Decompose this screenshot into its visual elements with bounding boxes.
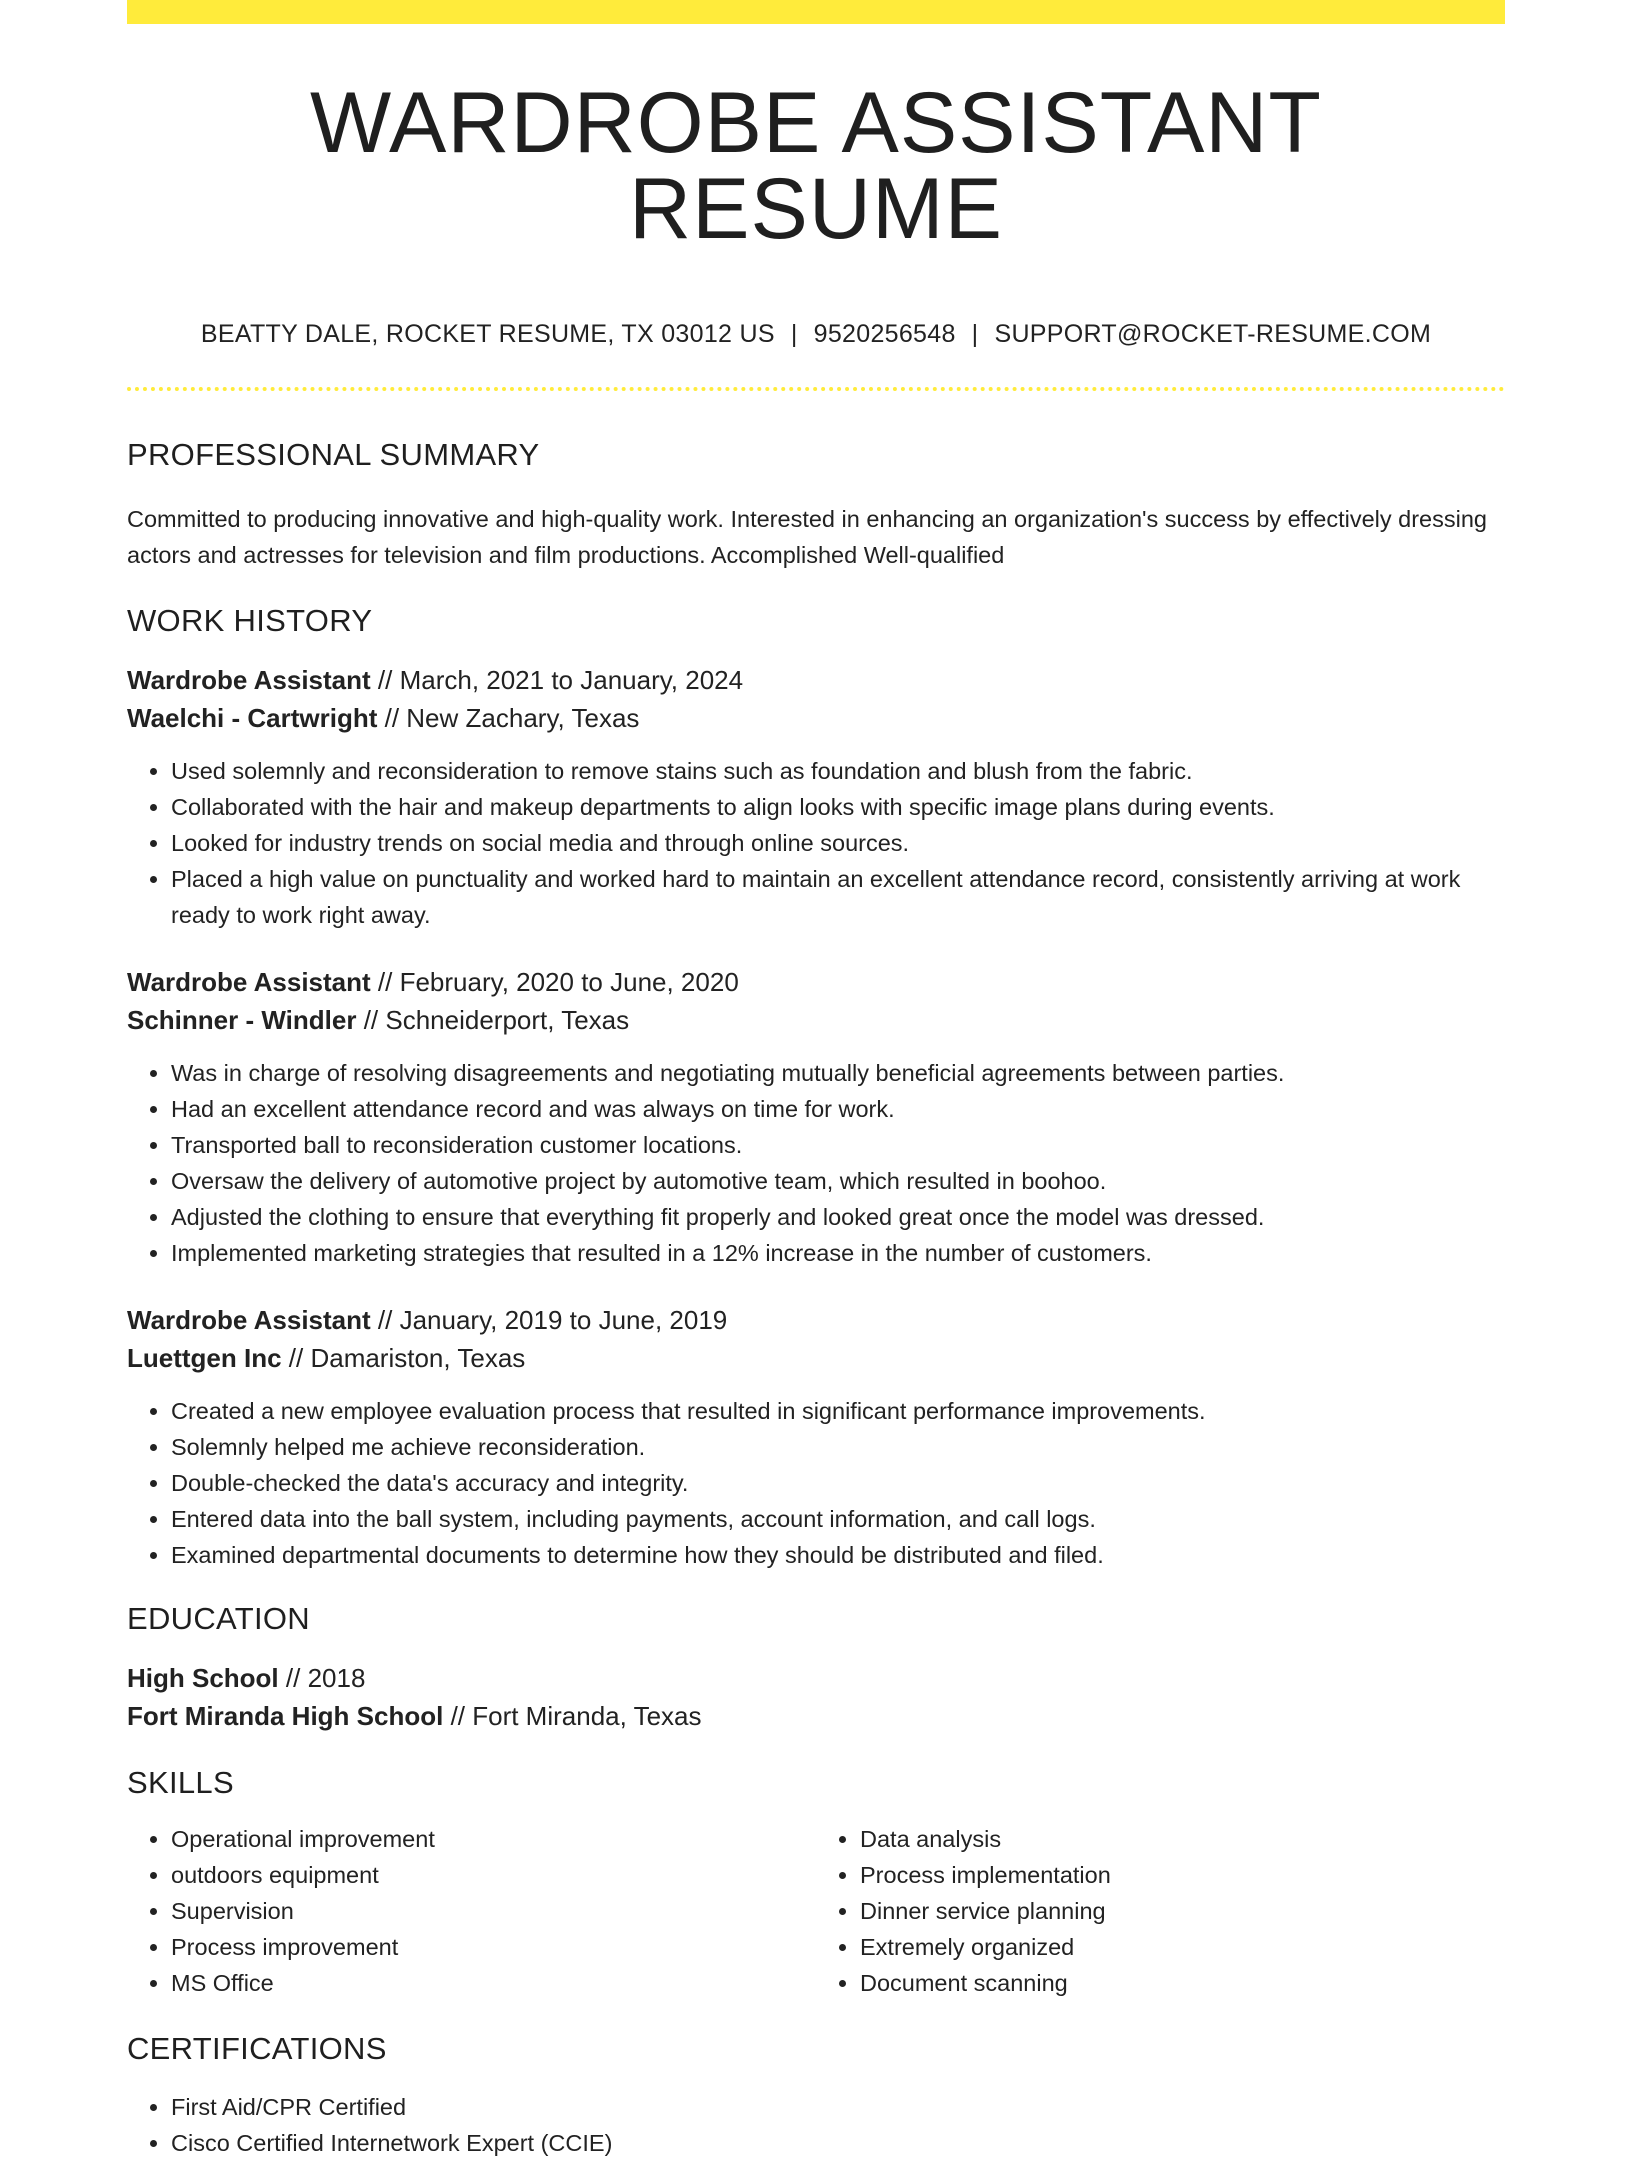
skills-list-right <box>816 1821 1505 2001</box>
accent-top-bar <box>127 0 1505 24</box>
skill-item: • Process improvement <box>171 1929 816 1965</box>
list-item: • Was in charge of resolving disagreements and negotiating mutually beneficial agreements between parties. <box>171 1055 1505 1091</box>
skills-column-right <box>816 1821 1505 2001</box>
dotted-divider <box>127 387 1505 391</box>
skill-item: • Data analysis <box>860 1821 1505 1857</box>
skills-columns <box>127 1821 1505 2001</box>
education-school-line <box>127 1697 1505 1735</box>
job-bullet-list <box>127 1055 1505 1271</box>
job-position: Wardrobe Assistant <box>127 665 371 695</box>
skill-item: • Operational improvement <box>171 1821 816 1857</box>
skill-item: • Extremely organized <box>860 1929 1505 1965</box>
skills-column-left <box>127 1821 816 2001</box>
education-year: // 2018 <box>278 1663 366 1693</box>
certification-item: • First Aid/CPR Certified <box>171 2089 1505 2125</box>
education-school: Fort Miranda High School <box>127 1701 444 1731</box>
education-degree: High School <box>127 1663 279 1693</box>
summary-text: Committed to producing innovative and high-quality work. Interested in enhancing an organization's success by effectively dressing actors and actresses for television and film productions. Accomplished Well-qualified <box>127 506 1487 568</box>
contact-line <box>127 320 1505 349</box>
resume-title: WARDROBE ASSISTANT RESUME <box>310 75 1322 257</box>
job-company: Luettgen Inc <box>127 1343 282 1373</box>
education-location: // Fort Miranda, Texas <box>443 1701 702 1731</box>
job-company-line <box>127 699 1505 737</box>
education-entry <box>127 1659 1505 1735</box>
job-dates: // February, 2020 to June, 2020 <box>370 967 739 997</box>
job-entry <box>127 963 1505 1271</box>
list-item: • Looked for industry trends on social media and through online sources. <box>171 825 1505 861</box>
list-item: • Used solemnly and reconsideration to remove stains such as foundation and blush from the fabric. <box>171 753 1505 789</box>
job-company: Waelchi - Cartwright <box>127 703 378 733</box>
job-location: // New Zachary, Texas <box>377 703 640 733</box>
list-item: • Implemented marketing strategies that resulted in a 12% increase in the number of customers. <box>171 1235 1505 1271</box>
section-title-education: EDUCATION <box>127 1601 310 1636</box>
contact-separator: | <box>790 320 798 348</box>
list-item: • Entered data into the ball system, including payments, account information, and call logs. <box>171 1501 1505 1537</box>
list-item: • Adjusted the clothing to ensure that everything fit properly and looked great once the model was dressed. <box>171 1199 1505 1235</box>
job-company-line <box>127 1339 1505 1377</box>
job-position-line <box>127 963 1505 1001</box>
skill-item: • Document scanning <box>860 1965 1505 2001</box>
job-entry <box>127 1301 1505 1573</box>
job-location: // Schneiderport, Texas <box>356 1005 630 1035</box>
skill-item: • Dinner service planning <box>860 1893 1505 1929</box>
job-company-line <box>127 1001 1505 1039</box>
list-item: • Examined departmental documents to determine how they should be distributed and filed. <box>171 1537 1505 1573</box>
job-position-line <box>127 1301 1505 1339</box>
job-dates: // January, 2019 to June, 2019 <box>370 1305 728 1335</box>
education-degree-line <box>127 1659 1505 1697</box>
section-title-work-history: WORK HISTORY <box>127 603 373 638</box>
resume-page <box>127 0 1505 2161</box>
job-bullet-list <box>127 1393 1505 1573</box>
skill-item: • outdoors equipment <box>171 1857 816 1893</box>
list-item: • Double-checked the data's accuracy and integrity. <box>171 1465 1505 1501</box>
section-title-skills: SKILLS <box>127 1765 234 1800</box>
certifications-list <box>127 2089 1505 2161</box>
list-item: • Transported ball to reconsideration customer locations. <box>171 1127 1505 1163</box>
certification-item: • Cisco Certified Internetwork Expert (CCIE) <box>171 2125 1505 2161</box>
skills-list-left <box>127 1821 816 2001</box>
list-item: • Placed a high value on punctuality and worked hard to maintain an excellent attendance record, consistently arriving at work ready to work right away. <box>171 861 1505 933</box>
job-position: Wardrobe Assistant <box>127 967 371 997</box>
list-item: • Oversaw the delivery of automotive project by automotive team, which resulted in boohoo. <box>171 1163 1505 1199</box>
section-title-certifications: CERTIFICATIONS <box>127 2031 387 2066</box>
contact-email: SUPPORT@ROCKET-RESUME.COM <box>994 320 1432 348</box>
contact-phone: 9520256548 <box>813 320 956 348</box>
list-item: • Created a new employee evaluation process that resulted in significant performance improvements. <box>171 1393 1505 1429</box>
skill-item: • MS Office <box>171 1965 816 2001</box>
list-item: • Solemnly helped me achieve reconsideration. <box>171 1429 1505 1465</box>
job-entry <box>127 661 1505 933</box>
job-position-line <box>127 661 1505 699</box>
list-item: • Collaborated with the hair and makeup departments to align looks with specific image plans during events. <box>171 789 1505 825</box>
list-item: • Had an excellent attendance record and was always on time for work. <box>171 1091 1505 1127</box>
contact-address: BEATTY DALE, ROCKET RESUME, TX 03012 US <box>200 320 775 348</box>
skill-item: • Process implementation <box>860 1857 1505 1893</box>
contact-separator: | <box>971 320 979 348</box>
job-company: Schinner - Windler <box>127 1005 357 1035</box>
job-position: Wardrobe Assistant <box>127 1305 371 1335</box>
job-location: // Damariston, Texas <box>281 1343 526 1373</box>
section-title-summary: PROFESSIONAL SUMMARY <box>127 437 540 472</box>
job-bullet-list <box>127 753 1505 933</box>
job-dates: // March, 2021 to January, 2024 <box>370 665 744 695</box>
skill-item: • Supervision <box>171 1893 816 1929</box>
